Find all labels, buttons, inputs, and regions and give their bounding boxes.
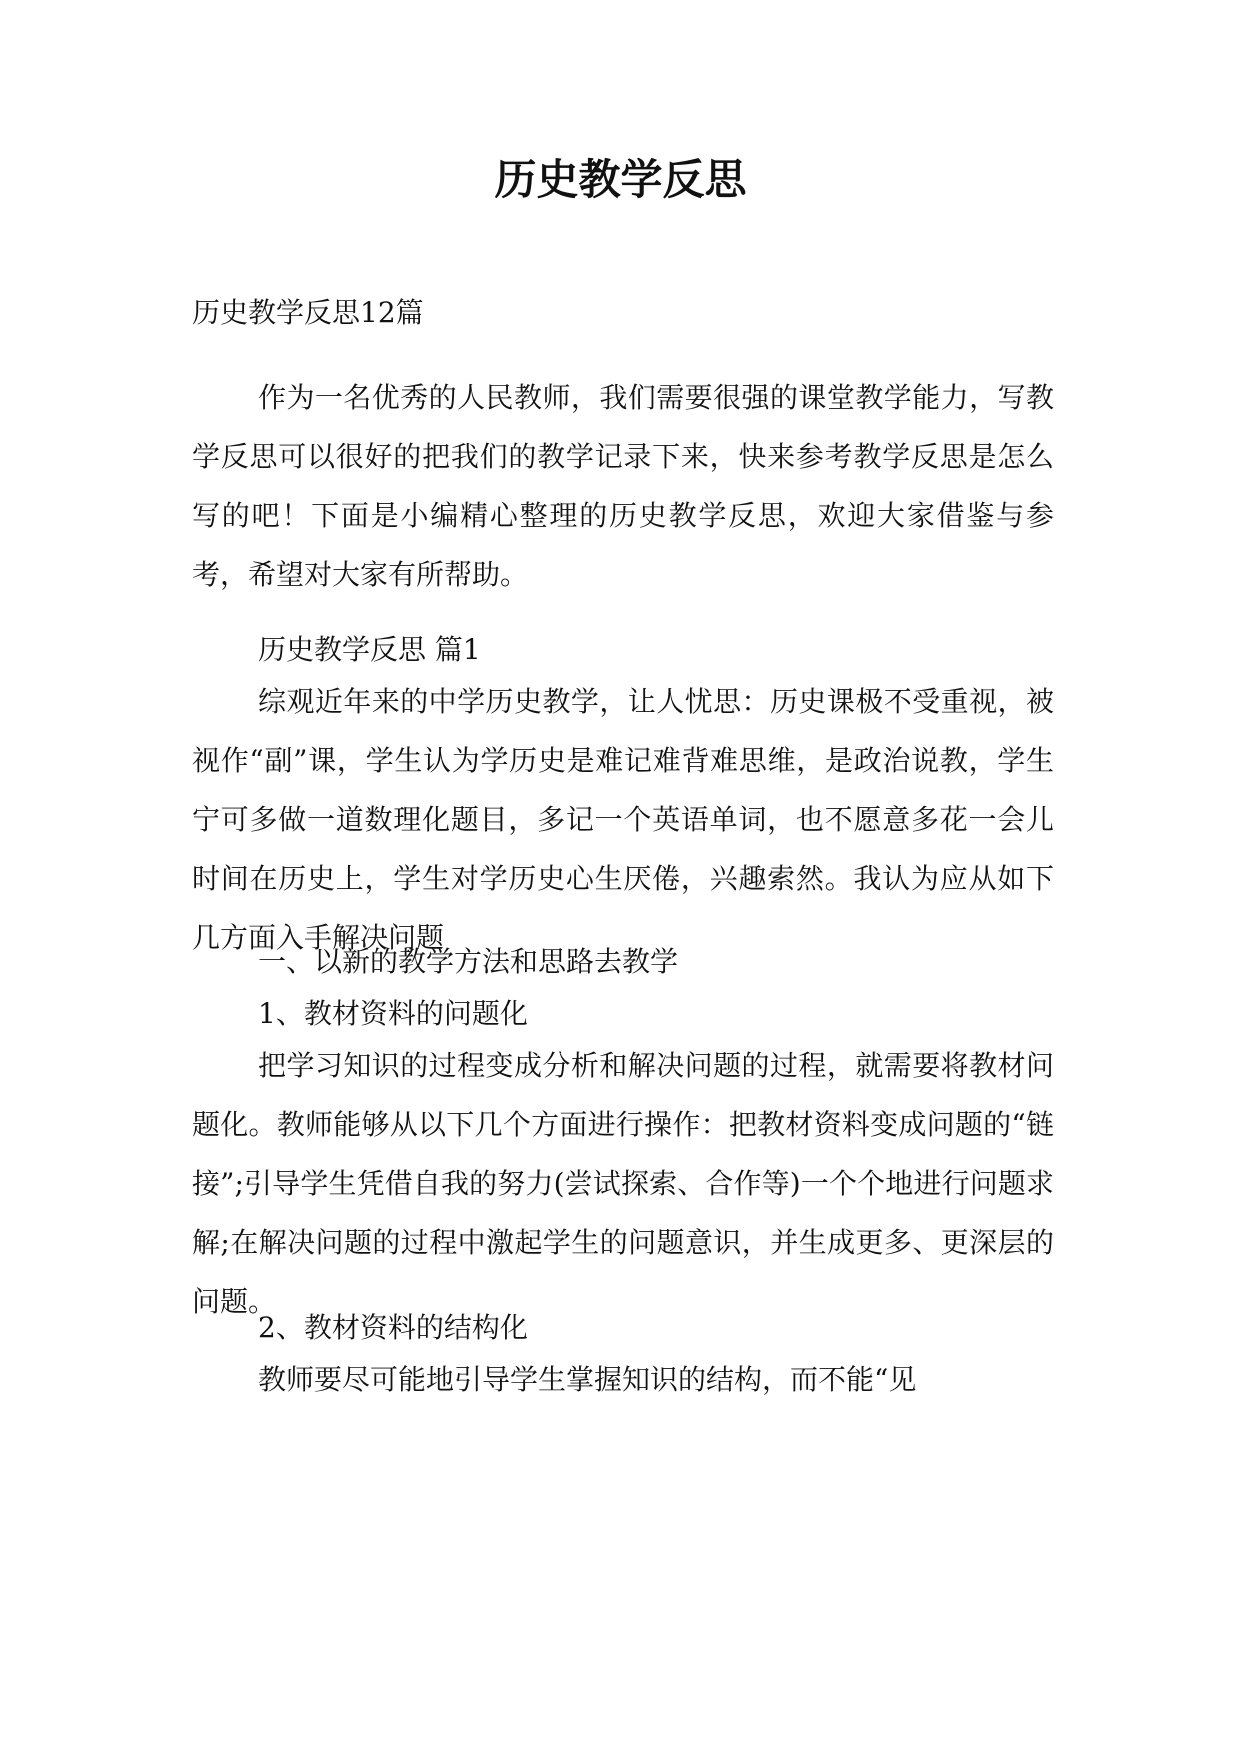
heading-problematize: 1、教材资料的问题化 (258, 997, 528, 1030)
section-heading-1: 历史教学反思 篇1 (258, 633, 481, 666)
paragraph-3-start: 教师要尽可能地引导学生掌握知识的结构，而不能“见 (258, 1363, 917, 1396)
paragraph-2: 把学习知识的过程变成分析和解决问题的过程，就需要将教材问题化。教师能够从以下几个方面进行操作：把教材资料变成问题的“链接”;引导学生凭借自我的努力(尝试探索、合作等)一个个地进行问题求解;在解决问题的过程中激起学生的问题意识，并生成更多、更深层的问题。 (192, 1049, 1054, 1318)
document-subtitle: 历史教学反思12篇 (192, 296, 424, 329)
heading-structure: 2、教材资料的结构化 (258, 1311, 528, 1344)
heading-method: 一、以新的教学方法和思路去教学 (258, 945, 679, 978)
paragraph-1: 综观近年来的中学历史教学，让人忧思：历史课极不受重视，被视作“副”课，学生认为学历史是难记难背难思维，是政治说教，学生宁可多做一道数理化题目，多记一个英语单词，也不愿意多花一会儿时间在历史上，学生对学历史心生厌倦，兴趣索然。我认为应从如下几方面入手解决问题 (192, 685, 1054, 954)
intro-paragraph: 作为一名优秀的人民教师，我们需要很强的课堂教学能力，写教学反思可以很好的把我们的教学记录下来，快来参考教学反思是怎么写的吧！下面是小编精心整理的历史教学反思，欢迎大家借鉴与参考，希望对大家有所帮助。 (192, 381, 1054, 591)
document-title: 历史教学反思 (494, 155, 747, 204)
